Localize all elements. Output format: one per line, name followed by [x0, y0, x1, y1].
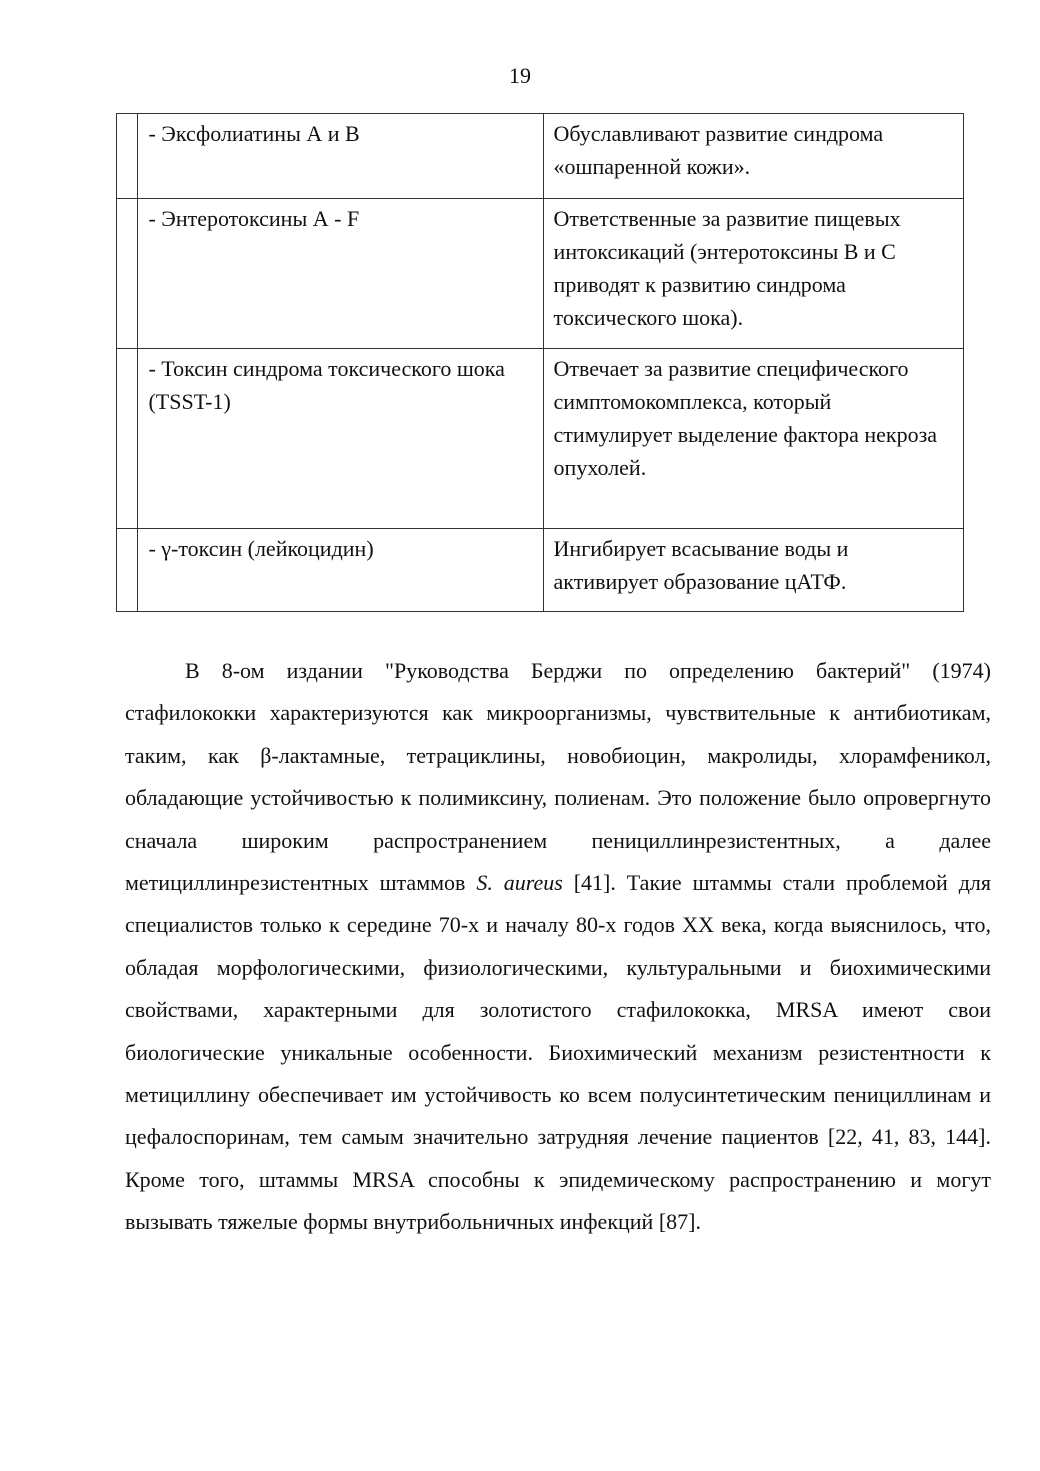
toxin-name-cell: - Энтеротоксины А - F	[138, 199, 543, 349]
table-row	[117, 349, 964, 529]
species-name: S. aureus	[476, 870, 563, 896]
toxin-name-cell: - Эксфолиатины А и В	[138, 114, 543, 199]
row-marker-cell	[117, 114, 138, 199]
toxin-effect-cell: Отвечает за развитие специфического симптомокомплекса, который стимулирует выделение фактора некроза опухолей.	[543, 349, 963, 529]
row-marker-cell	[117, 199, 138, 349]
paragraph-text-part1: В 8-ом издании "Руководства Берджи по определению бактерий" (1974) стафилококки характеризуются как микроорганизмы, чувствительные к антибиотикам, таким, как β-лактамные, тетрациклины, новобиоцин, макролиды, хлорамфеникол, обладающие устойчивостью к полимиксину, полиенам. Это положение было опровергнуто сначала широким распространением пенициллинрезистентных, а далее метициллинрезистентных штаммов	[125, 658, 991, 896]
body-paragraph	[125, 650, 991, 1244]
toxin-effect-cell: Обуславливают развитие синдрома «ошпаренной кожи».	[543, 114, 963, 199]
toxin-name-cell: - Токсин синдрома токсического шока (TSST-1)	[138, 349, 543, 529]
toxin-effect-cell: Ингибирует всасывание воды и активирует образование цАТФ.	[543, 529, 963, 612]
toxin-table	[116, 113, 964, 612]
paragraph-text-part2: [41]. Такие штаммы стали проблемой для специалистов только к середине 70-х и началу 80-х годов XX века, когда выяснилось, что, обладая морфологическими, физиологическими, культуральными и биохимическими свойствами, характерными для золотистого стафилококка, MRSA имеют свои биологические уникальные особенности. Биохимический механизм резистентности к метициллину обеспечивает им устойчивость ко всем полусинтетическим пенициллинам и цефалоспоринам, тем самым значительно затрудняя лечение пациентов [22, 41, 83, 144]. Кроме того, штаммы MRSA способны к эпидемическому распространению и могут вызывать тяжелые формы внутрибольничных инфекций [87].	[125, 870, 991, 1235]
table-row	[117, 114, 964, 199]
toxin-name-cell: - γ-токсин (лейкоцидин)	[138, 529, 543, 612]
table-row	[117, 199, 964, 349]
table-row	[117, 529, 964, 612]
row-marker-cell	[117, 349, 138, 529]
row-marker-cell	[117, 529, 138, 612]
page-number: 19	[509, 63, 531, 88]
toxin-effect-cell: Ответственные за развитие пищевых интоксикаций (энтеротоксины В и С приводят к развитию синдрома токсического шока).	[543, 199, 963, 349]
